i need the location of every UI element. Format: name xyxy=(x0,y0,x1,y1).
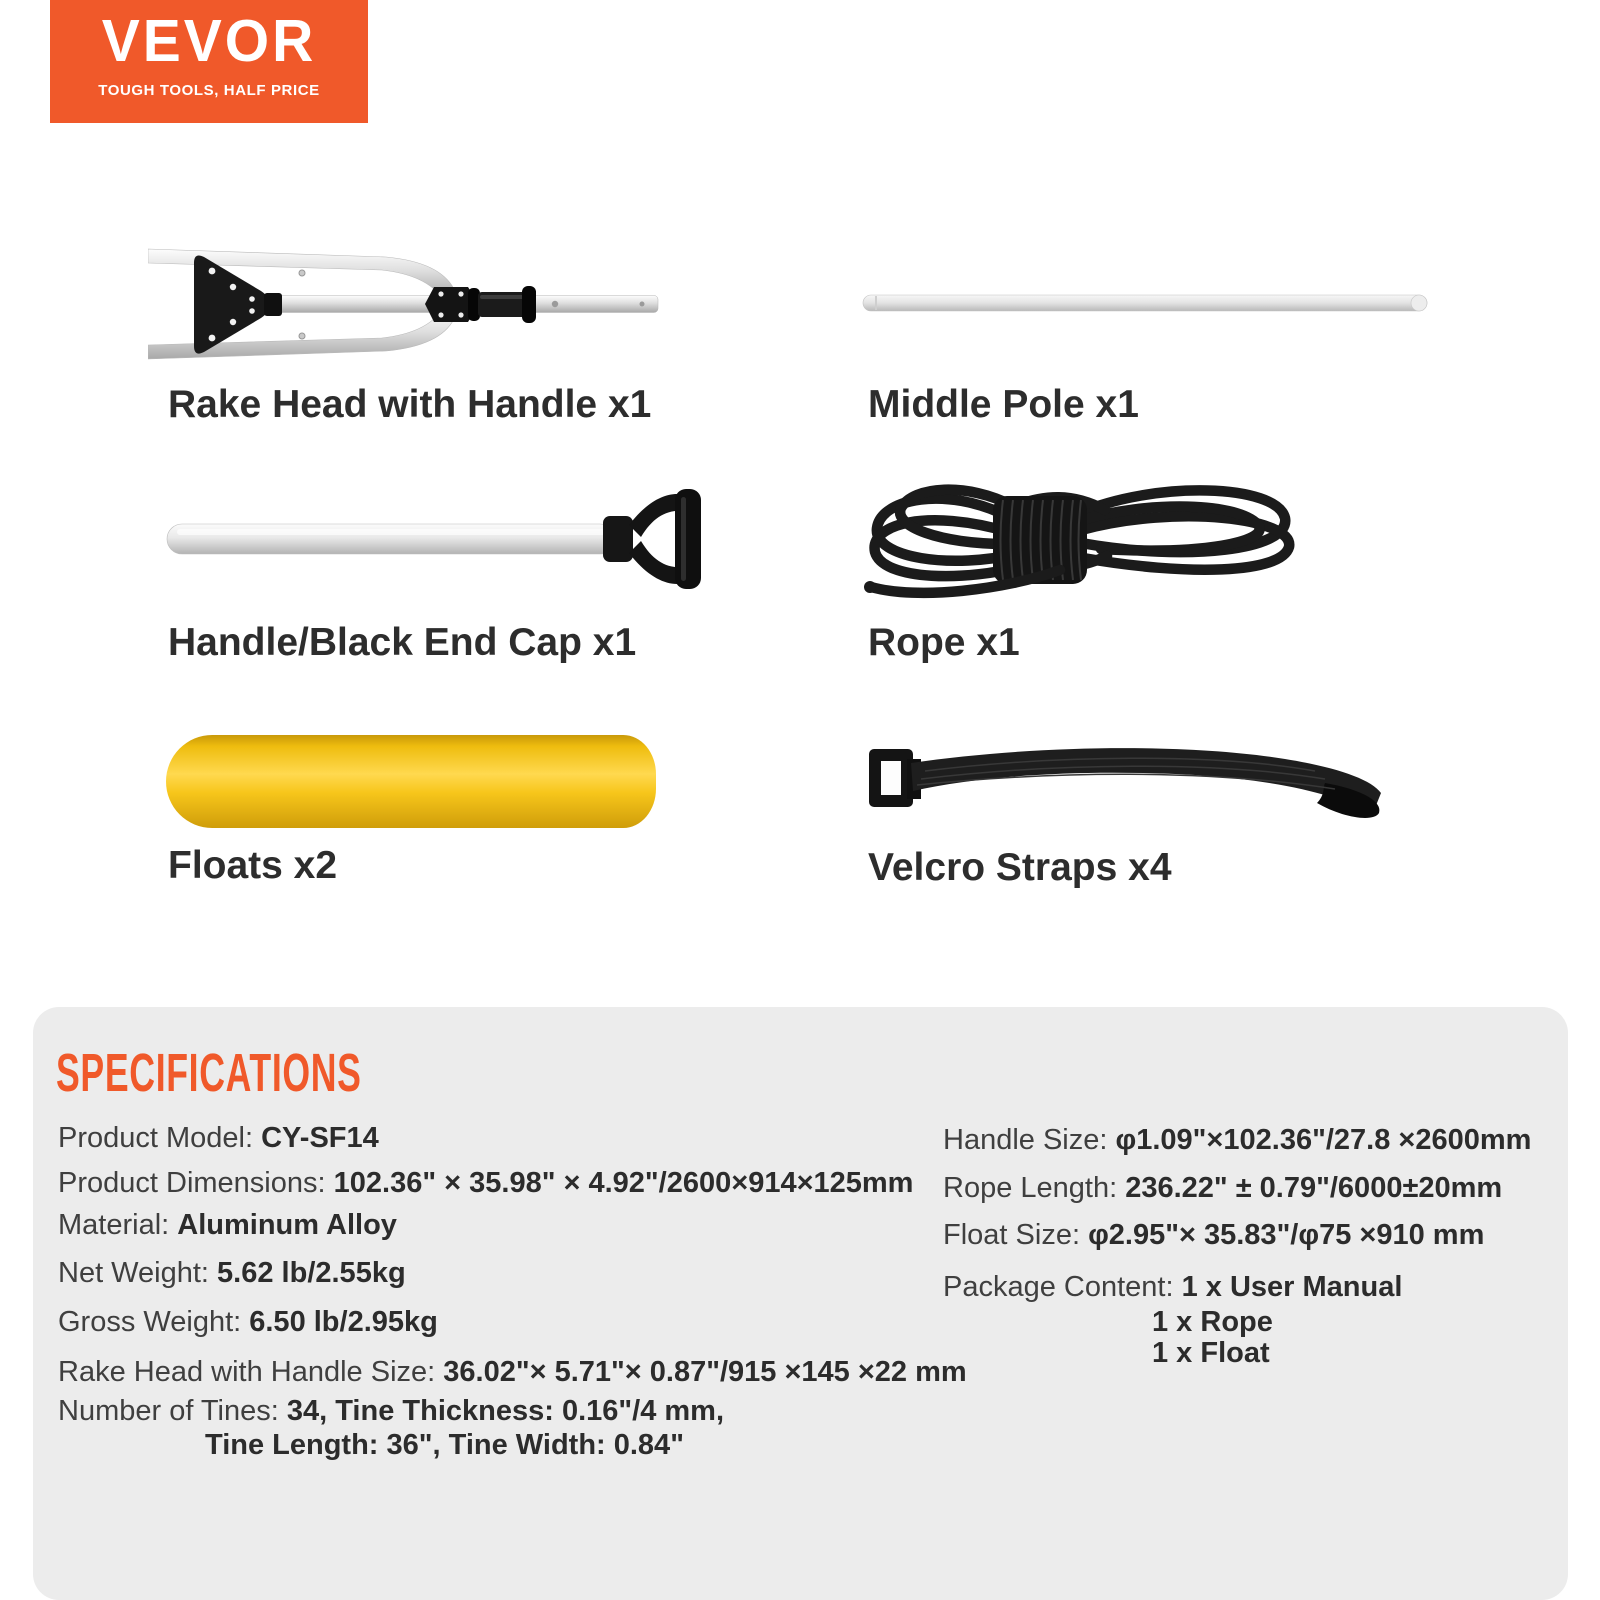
spec-value: φ2.95"× 35.83"/φ75 ×910 mm xyxy=(1088,1219,1485,1251)
specifications-heading: SPECIFICATIONS xyxy=(56,1043,362,1103)
brand-name: VEVOR xyxy=(101,7,317,75)
rake-head-image xyxy=(148,237,663,372)
spec-row-gross-weight xyxy=(58,1305,438,1339)
spec-label: Number of Tines: xyxy=(58,1395,287,1427)
spec-value: 1 x Float xyxy=(1152,1337,1270,1369)
spec-row-tine-length-width xyxy=(205,1428,684,1462)
handle-end-cap-image xyxy=(163,483,703,595)
velcro-strap-image xyxy=(855,733,1400,830)
spec-label: Rope Length: xyxy=(943,1172,1126,1204)
spec-row-rope-length xyxy=(943,1171,1502,1205)
spec-value: 102.36" × 35.98" × 4.92"/2600×914×125mm xyxy=(333,1167,914,1199)
spec-label: Product Model: xyxy=(58,1122,262,1154)
part-label-rake-head: Rake Head with Handle x1 xyxy=(168,383,652,426)
part-label-floats: Floats x2 xyxy=(168,844,338,887)
spec-label: Package Content: xyxy=(943,1271,1182,1303)
part-label-velcro-straps: Velcro Straps x4 xyxy=(868,846,1172,889)
middle-pole-image xyxy=(862,288,1428,318)
spec-row-product-model xyxy=(58,1121,379,1155)
part-label-rope: Rope x1 xyxy=(868,621,1020,664)
spec-row-handle-size xyxy=(943,1123,1531,1157)
spec-row-package-content xyxy=(943,1270,1402,1304)
spec-row-number-of-tines xyxy=(58,1394,724,1428)
spec-label: Rake Head with Handle Size: xyxy=(58,1356,444,1388)
spec-label: Float Size: xyxy=(943,1219,1089,1251)
spec-value: 1 x User Manual xyxy=(1181,1271,1403,1303)
spec-value: 1 x Rope xyxy=(1152,1306,1273,1338)
spec-label: Handle Size: xyxy=(943,1124,1116,1156)
spec-value: Aluminum Alloy xyxy=(177,1209,397,1241)
spec-value: φ1.09"×102.36"/27.8 ×2600mm xyxy=(1115,1124,1532,1156)
spec-value: 6.50 lb/2.95kg xyxy=(249,1306,438,1338)
spec-value: 5.62 lb/2.55kg xyxy=(217,1257,406,1289)
rope-image xyxy=(855,458,1325,608)
spec-value: 36.02"× 5.71"× 0.87"/915 ×145 ×22 mm xyxy=(443,1356,967,1388)
spec-value: Tine Length: 36", Tine Width: 0.84" xyxy=(205,1429,684,1461)
spec-row-net-weight xyxy=(58,1256,406,1290)
spec-row-product-dimensions xyxy=(58,1166,913,1200)
spec-row-package-rope xyxy=(1152,1305,1273,1339)
spec-row-rake-head-size xyxy=(58,1355,967,1389)
spec-value: 34, Tine Thickness: 0.16"/4 mm, xyxy=(286,1395,725,1427)
spec-label: Net Weight: xyxy=(58,1257,218,1289)
vevor-logo xyxy=(50,0,368,123)
spec-row-float-size xyxy=(943,1218,1484,1252)
spec-label: Material: xyxy=(58,1209,178,1241)
spec-value: CY-SF14 xyxy=(261,1122,379,1154)
spec-label: Product Dimensions: xyxy=(58,1167,334,1199)
spec-row-material xyxy=(58,1208,397,1242)
spec-label: Gross Weight: xyxy=(58,1306,250,1338)
part-label-middle-pole: Middle Pole x1 xyxy=(868,383,1139,426)
brand-tagline: TOUGH TOOLS, HALF PRICE xyxy=(98,82,320,99)
part-label-handle-end-cap: Handle/Black End Cap x1 xyxy=(168,621,637,664)
float-image xyxy=(166,735,656,828)
spec-row-package-float xyxy=(1152,1336,1270,1370)
spec-value: 236.22" ± 0.79"/6000±20mm xyxy=(1125,1172,1503,1204)
